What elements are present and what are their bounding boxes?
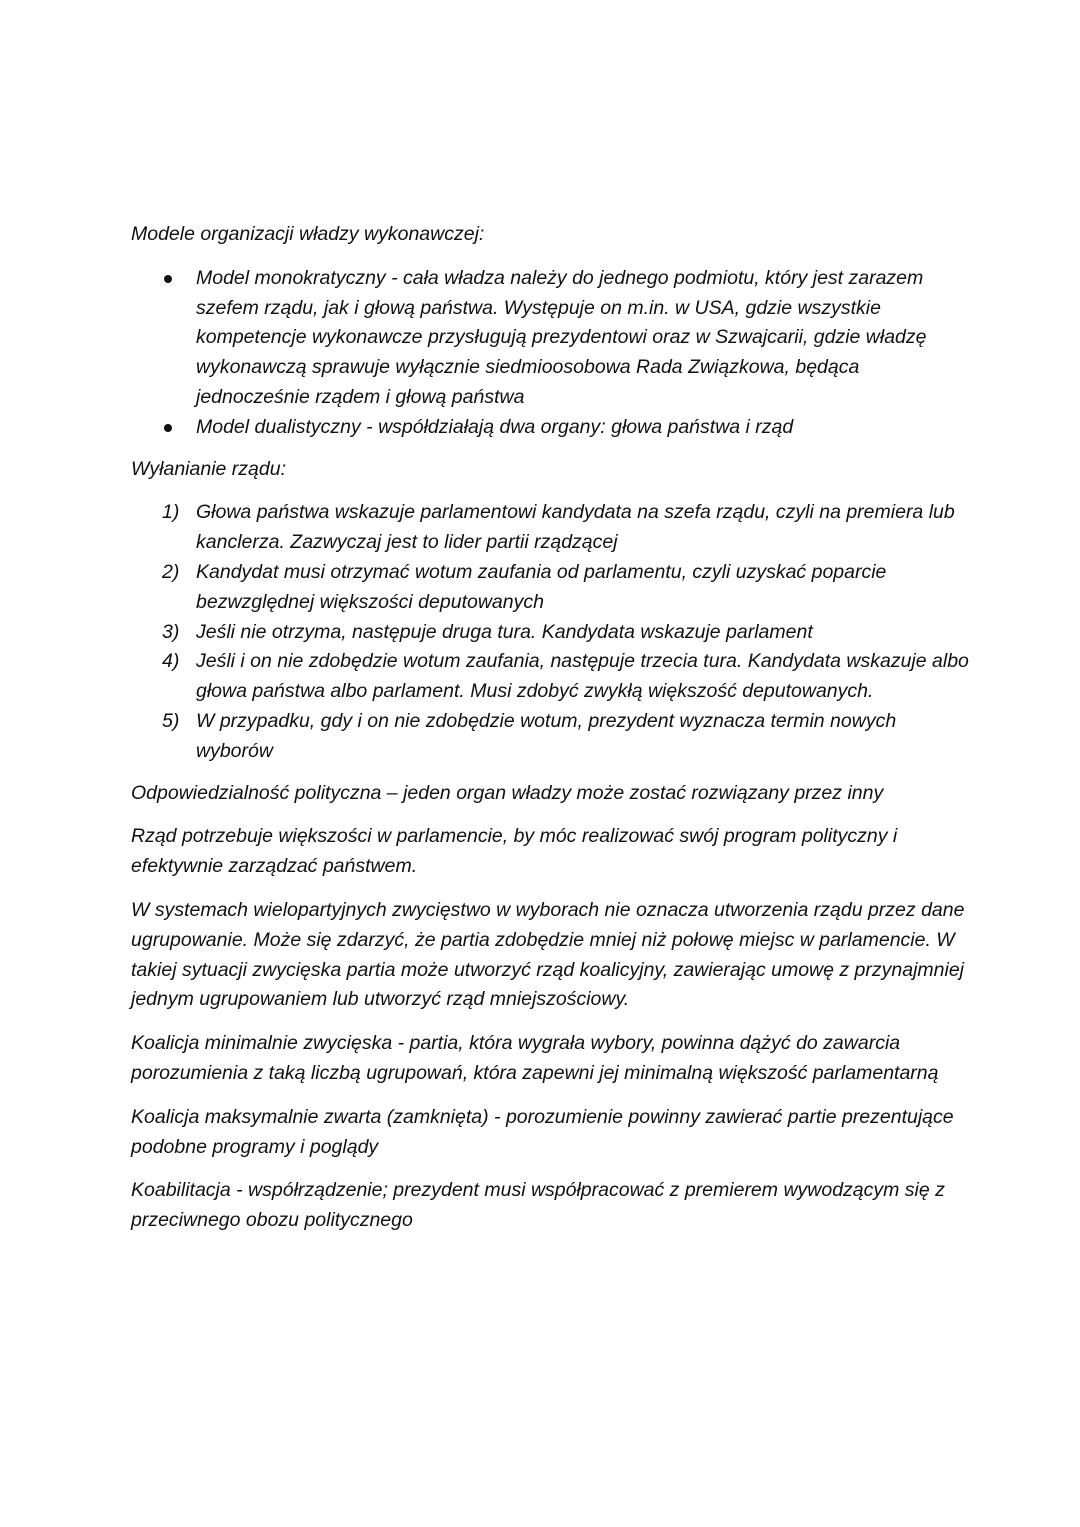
list-item-text: Model dualistyczny - współdziałają dwa organy: głowa państwa i rząd [196,415,794,438]
numbered-list-government-formation [131,498,971,766]
list-item [131,264,971,413]
bullet-icon [164,275,172,283]
document-content [131,220,971,1250]
list-item [131,498,971,558]
list-item-text: Jeśli nie otrzyma, następuje druga tura. Kandydata wskazuje parlament [196,620,813,643]
paragraph-minimal-winning-coalition: Koalicja minimalnie zwycięska - partia, która wygrała wybory, powinna dążyć do zawarcia porozumienia z taką liczbą ugrupowań, która zapewni jej minimalną większość parlamentarną [131,1032,939,1084]
list-item-number: 3) [162,620,180,643]
section-heading-executive-models: Modele organizacji władzy wykonawczej: [131,223,485,245]
list-item [131,707,971,767]
section-heading-government-formation: Wyłanianie rządu: [131,457,286,480]
paragraph-multiparty-systems: W systemach wielopartyjnych zwycięstwo w wyborach nie oznacza utworzenia rządu przez dane ugrupowanie. Może się zdarzyć, że partia zdobędzie mniej niż połowę miejsc w parlamencie. W takiej sytuacji zwycięska partia może utworzyć rząd koalicyjny, zawierając umowę z przynajmniej jednym ugrupowaniem lub utworzyć rząd mniejszościowy. [131,898,965,1011]
paragraph-cohabitation: Koabilitacja - współrządzenie; prezydent musi współpracować z premierem wywodzącym się z przeciwnego obozu politycznego [131,1179,945,1232]
list-item-text: Model monokratyczny - cała władza należy do jednego podmiotu, który jest zarazem szefem rządu, jak i głową państwa. Występuje on m.in. w USA, gdzie wszystkie kompetencje wykonawcze przysługują prezydentowi oraz w Szwajcarii, gdzie władzę wykonawczą sprawuje wyłącznie siedmioosobowa Rada Związkowa, będąca jednocześnie rządem i głową państwa [196,266,927,408]
list-item-number: 5) [162,709,180,732]
list-item-text: Jeśli i on nie zdobędzie wotum zaufania, następuje trzecia tura. Kandydata wskazuje albo głowa państwa albo parlament. Musi zdobyć zwykłą większość deputowanych. [196,650,969,703]
bullet-icon [164,424,172,432]
list-item-number: 1) [162,501,180,524]
list-item [131,413,971,443]
list-item [131,558,971,618]
list-item-text: Kandydat musi otrzymać wotum zaufania od parlamentu, czyli uzyskać poparcie bezwzględnej większości deputowanych [196,560,887,613]
list-item-text: Głowa państwa wskazuje parlamentowi kandydata na szefa rządu, czyli na premiera lub kanclerza. Zazwyczaj jest to lider partii rządzącej [196,501,955,554]
paragraph-parliament-majority: Rząd potrzebuje większości w parlamencie, by móc realizować swój program polityczny i efektywnie zarządzać państwem. [131,825,898,878]
list-item [131,647,971,707]
list-item-number: 4) [162,650,180,673]
paragraph-closed-coalition: Koalicja maksymalnie zwarta (zamknięta) - porozumienie powinny zawierać partie prezentujące podobne programy i poglądy [131,1105,954,1158]
list-item [131,618,971,648]
paragraph-political-responsibility: Odpowiedzialność polityczna – jeden organ władzy może zostać rozwiązany przez inny [131,781,884,804]
bullet-list-executive-models [131,264,971,443]
list-item-text: W przypadku, gdy i on nie zdobędzie wotum, prezydent wyznacza termin nowych wyborów [196,709,897,762]
list-item-number: 2) [162,560,180,583]
